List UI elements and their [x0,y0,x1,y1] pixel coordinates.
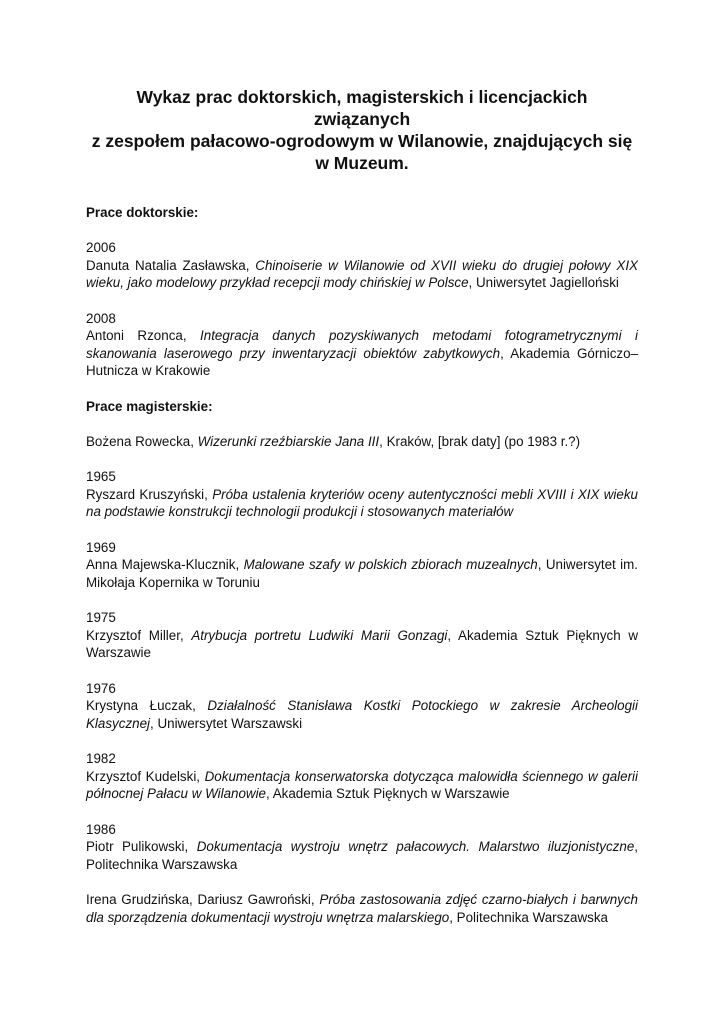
list-item [86,539,638,592]
title-line-1: Wykaz prac doktorskich, magisterskich i licencjackich związanych [136,87,588,129]
entry-text [86,627,638,662]
list-item [86,239,638,292]
entry-text [86,768,638,803]
title-line-2: z zespołem pałacowo-ogrodowym w Wilanowie, znajdujących się [91,131,633,151]
entry-year: 2008 [86,310,116,326]
list-item [86,433,638,451]
entry-title: Działalność Stanisława Kostki Potockiego w zakresie Archeologii Klasycznej [86,698,638,731]
section-heading: Prace magisterskie: [86,398,213,414]
entry-institution: , Politechnika Warszawska [449,909,608,925]
entry-authors: Irena Grudzińska, Dariusz Gawroński, [86,892,320,907]
entry-institution: , Uniwersytet Warszawski [150,715,303,731]
entry-year: 1969 [86,539,116,555]
entry-institution: , Akademia Sztuk Pięknych w Warszawie [266,786,510,801]
entry-institution: , Kraków, [brak daty] (po 1983 r.?) [379,433,581,449]
list-item [86,750,638,803]
entry-authors: Piotr Pulikowski, [86,839,197,854]
entry-year: 2006 [86,240,116,255]
entry-title: Wizerunki rzeźbiarskie Jana III [197,433,380,449]
section-doctoral [86,204,638,380]
entry-title: Dokumentacja wystroju wnętrz pałacowych. Malarstwo iluzjonistyczne [196,839,635,854]
entry-authors: Krzysztof Miller, [86,627,192,643]
entry-institution: , Uniwersytet Jagielloński [468,275,619,290]
entry-institution: , Politechnika Warszawska [86,839,638,872]
entry-authors: Danuta Natalia Zasławska, [86,257,256,273]
entry-title: Integracja danych pozyskiwanych metodami fotogrametrycznymi i skanowania laserowego przy inwentaryzacji obiektów zabytkowych [86,328,638,361]
title-line-3: w Muzeum. [315,153,409,173]
entry-year: 1986 [86,821,116,837]
list-item [86,468,638,521]
entry-year: 1965 [86,469,116,484]
entry-title: Dokumentacja konserwatorska dotycząca malowidła ściennego w galerii północnej Pałacu w Wilanowie [86,768,638,801]
entry-text [86,257,638,292]
entry-authors: Anna Majewska-Klucznik, [86,557,244,572]
list-item [86,310,638,380]
list-item [86,680,638,733]
entry-title: Atrybucja portretu Ludwiki Marii Gonzagi [191,627,448,643]
entry-title: Chinoiserie w Wilanowie od XVII wieku do drugiej połowy XIX wieku, jako modelowy przykład recepcji mody chińskiej w Polsce [86,257,638,290]
entry-institution: , Uniwersytet im. Mikołaja Kopernika w Toruniu [86,557,638,590]
entry-authors: Bożena Rowecka, [86,433,198,449]
entry-title: Próba ustalenia kryteriów oceny autentyczności mebli XVIII i XIX wieku na podstawie konstrukcji technologii produkcji i stosowanych materiałów [86,486,638,519]
entry-authors: Antoni Rzonca, [86,328,201,343]
entry-authors: Krystyna Łuczak, [86,698,208,713]
entry-title: Próba zastosowania zdjęć czarno-białych i barwnych dla sporządzenia dokumentacji wystroju wnętrza malarskiego [86,892,638,925]
list-item [86,891,638,926]
entry-title: Malowane szafy w polskich zbiorach muzealnych [243,557,538,572]
entry-year: 1982 [86,751,116,766]
entry-year: 1976 [86,680,116,696]
section-heading: Prace doktorskie: [86,205,199,220]
entry-institution: , Akademia Sztuk Pięknych w Warszawie [86,627,638,660]
entry-text [86,891,638,926]
entry-text [86,697,638,732]
entry-text [86,838,638,873]
list-item [86,609,638,662]
entry-text [86,433,638,451]
entry-text [86,327,638,380]
document-title [86,86,638,174]
entry-text [86,556,638,591]
section-masters [86,398,638,927]
entry-text [86,486,638,521]
entry-year: 1975 [86,610,116,625]
document-page [86,86,638,944]
list-item [86,821,638,874]
entry-authors: Ryszard Kruszyński, [86,486,213,502]
entry-institution: , Akademia Górniczo–Hutnicza w Krakowie [86,345,638,378]
entry-authors: Krzysztof Kudelski, [86,768,205,784]
